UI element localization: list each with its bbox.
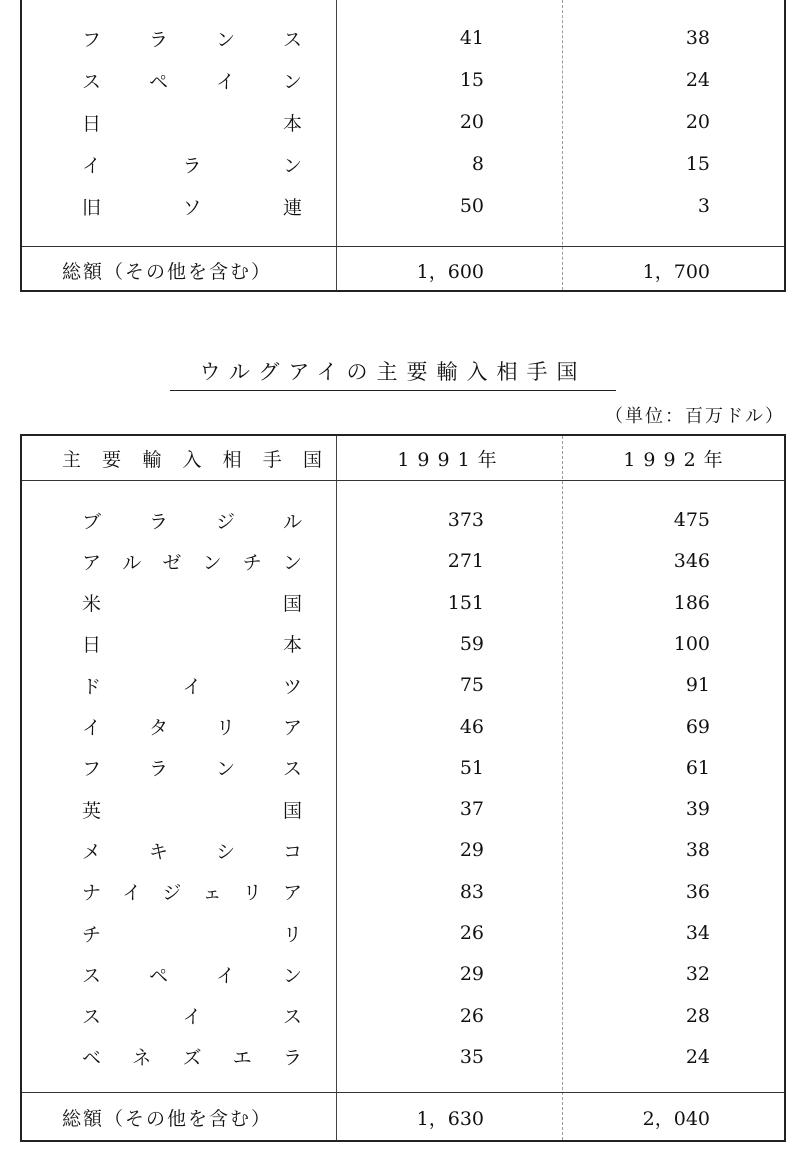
partner-name-char: 日 xyxy=(82,634,102,657)
table-row xyxy=(22,996,784,1036)
table-row xyxy=(22,144,784,184)
partner-name-char: ン xyxy=(282,70,302,93)
table-row xyxy=(22,707,784,747)
partner-name-char: ス xyxy=(282,758,302,781)
value-1991: 46 xyxy=(459,715,484,738)
partner-name-char: 連 xyxy=(282,196,302,219)
partner-name-char: ネ xyxy=(132,1047,152,1070)
partner-name-char: イ xyxy=(215,964,235,987)
total-divider xyxy=(22,246,784,247)
partner-name-char: ラ xyxy=(148,758,168,781)
partner-name xyxy=(82,541,302,581)
partner-name xyxy=(82,913,302,953)
value-1992: 38 xyxy=(685,839,710,862)
partner-name-char: ン xyxy=(202,551,222,574)
partner-name-char: 本 xyxy=(282,634,302,657)
partner-name xyxy=(82,624,302,664)
value-1992: 20 xyxy=(685,111,710,133)
partner-name-char: ン xyxy=(215,28,235,51)
total-divider xyxy=(22,1092,784,1093)
table-row xyxy=(22,624,784,664)
header-char: 相 xyxy=(222,448,242,471)
value-1991: 373 xyxy=(447,509,484,531)
partner-name-char: シ xyxy=(215,840,235,863)
table-row xyxy=(22,18,784,58)
value-1992: 475 xyxy=(673,509,710,531)
partner-name-char: イ xyxy=(182,1006,202,1029)
value-1992: 3 xyxy=(697,195,710,217)
partner-name-char: 英 xyxy=(82,799,102,822)
unit-label: （単位：百万ドル） xyxy=(605,406,785,427)
value-1992: 38 xyxy=(685,27,710,49)
value-1991: 15 xyxy=(459,69,484,91)
partner-name xyxy=(82,996,302,1036)
table-row xyxy=(22,789,784,829)
header-char: 手 xyxy=(262,448,282,471)
value-1992: 32 xyxy=(685,963,710,986)
value-1992: 24 xyxy=(685,69,710,91)
partner-name-char: メ xyxy=(82,840,102,863)
partner-name-char: イ xyxy=(215,70,235,93)
table-row xyxy=(22,748,784,788)
partner-name-char: イ xyxy=(82,717,102,739)
value-1992: 61 xyxy=(685,756,710,779)
partner-name-char: リ xyxy=(282,923,302,946)
header-year-1991: 1991年 xyxy=(397,448,505,471)
partner-name-char: ド xyxy=(82,675,102,698)
partner-name-char: ラ xyxy=(148,28,168,51)
partner-name-char: ス xyxy=(282,1006,302,1029)
partner-name-char: ソ xyxy=(182,196,202,219)
partner-name-char: ベ xyxy=(82,1047,102,1070)
table-row xyxy=(22,954,784,994)
partner-name-char: ジ xyxy=(162,882,182,905)
partner-name xyxy=(82,748,302,788)
table-row xyxy=(22,102,784,142)
total-value-1992: 1，700 xyxy=(642,260,710,283)
value-1992: 346 xyxy=(673,550,710,573)
partner-name-char: ア xyxy=(82,551,102,574)
total-value-1992: 2，040 xyxy=(642,1107,710,1130)
table-row xyxy=(22,872,784,912)
partner-name-char: ス xyxy=(82,70,102,93)
total-label: 総額（その他を含む） xyxy=(62,1107,273,1130)
partner-name xyxy=(82,872,302,912)
partner-name-char: フ xyxy=(82,28,102,51)
partner-name xyxy=(82,665,302,705)
partner-name xyxy=(82,583,302,623)
partner-name-char: ツ xyxy=(282,675,302,698)
partner-name-char: ナ xyxy=(82,882,102,905)
partner-name-char: イ xyxy=(182,675,202,698)
value-1991: 26 xyxy=(459,1004,484,1027)
partner-name-char: ン xyxy=(282,551,302,574)
header-char: 国 xyxy=(302,448,322,471)
partner-name-char: イ xyxy=(82,154,102,177)
total-value-1991: 1，600 xyxy=(416,260,484,283)
value-1991: 37 xyxy=(459,798,484,821)
header-char: 入 xyxy=(182,448,202,471)
table-row xyxy=(22,541,784,581)
value-1991: 8 xyxy=(471,153,484,175)
value-1991: 83 xyxy=(459,880,484,903)
partner-name-char: チ xyxy=(82,923,102,946)
total-value-1991: 1，630 xyxy=(416,1107,484,1130)
partner-name-char: ス xyxy=(282,28,302,51)
partner-name-char: ラ xyxy=(148,510,168,533)
partner-name-char: ペ xyxy=(148,964,168,987)
value-1991: 50 xyxy=(459,195,484,217)
partner-name xyxy=(82,789,302,829)
total-row xyxy=(22,1094,784,1140)
partner-name-char: ス xyxy=(82,964,102,987)
partner-name-char: ズ xyxy=(182,1047,202,1070)
header-divider xyxy=(22,480,784,481)
total-row xyxy=(22,248,784,292)
partner-name xyxy=(82,500,302,540)
value-1991: 271 xyxy=(447,550,484,573)
table-row xyxy=(22,1037,784,1077)
partner-name-char: ェ xyxy=(202,882,222,905)
partner-name xyxy=(82,186,302,226)
partner-name xyxy=(82,18,302,58)
partner-name-char: ン xyxy=(282,154,302,177)
value-1991: 59 xyxy=(459,632,484,655)
partner-name xyxy=(82,830,302,870)
value-1992: 28 xyxy=(685,1004,710,1027)
partner-name-char: ン xyxy=(215,758,235,781)
import-partners-table xyxy=(20,434,786,1142)
value-1992: 15 xyxy=(685,153,710,175)
partner-name-char: イ xyxy=(122,882,142,905)
partner-name-char: 本 xyxy=(282,112,302,135)
header-year-1992: 1992年 xyxy=(623,448,731,471)
partner-name-char: コ xyxy=(282,840,302,863)
partner-name-char: ア xyxy=(282,717,302,739)
partner-name xyxy=(82,707,302,747)
value-1992: 186 xyxy=(673,591,710,614)
partner-name-char: フ xyxy=(82,758,102,781)
partner-name-char: リ xyxy=(242,882,262,905)
partner-name xyxy=(82,60,302,100)
partner-name-char: ル xyxy=(122,551,142,574)
partner-name-char: 国 xyxy=(282,799,302,822)
total-label: 総額（その他を含む） xyxy=(62,260,273,283)
partner-name-char: ア xyxy=(282,882,302,905)
value-1991: 29 xyxy=(459,963,484,986)
header-char: 主 xyxy=(62,448,82,471)
partner-name-char: ペ xyxy=(148,70,168,93)
value-1991: 26 xyxy=(459,922,484,944)
partner-name-char: ス xyxy=(82,1006,102,1029)
value-1992: 69 xyxy=(685,715,710,738)
value-1991: 151 xyxy=(447,591,484,614)
value-1991: 41 xyxy=(459,27,484,49)
table-row xyxy=(22,665,784,705)
partner-name-char: ラ xyxy=(182,154,202,177)
table-row xyxy=(22,583,784,623)
value-1992: 39 xyxy=(685,798,710,821)
table-title: ウルグアイの主要輸入相手国 xyxy=(170,356,616,391)
partner-name-char: ゼ xyxy=(162,551,182,574)
value-1991: 29 xyxy=(459,839,484,862)
table-row xyxy=(22,60,784,100)
partner-name-char: ジ xyxy=(215,510,235,533)
partner-name-char: ラ xyxy=(282,1047,302,1070)
partner-name-char: 日 xyxy=(82,112,102,135)
partner-name-char: ン xyxy=(282,964,302,987)
partner-name-char: リ xyxy=(215,717,235,739)
partner-name xyxy=(82,102,302,142)
partner-name xyxy=(82,954,302,994)
header-char: 輸 xyxy=(142,448,162,471)
partner-name xyxy=(82,1037,302,1077)
value-1992: 24 xyxy=(685,1045,710,1068)
value-1992: 36 xyxy=(685,880,710,903)
partner-name-char: ブ xyxy=(82,510,102,533)
table-header xyxy=(22,436,784,480)
partner-name-char: エ xyxy=(232,1047,252,1070)
value-1991: 20 xyxy=(459,111,484,133)
value-1992: 100 xyxy=(673,632,710,655)
value-1991: 35 xyxy=(459,1045,484,1068)
value-1992: 34 xyxy=(685,922,710,944)
table-row xyxy=(22,830,784,870)
header-partner-label xyxy=(62,436,322,480)
header-char: 要 xyxy=(102,448,122,471)
value-1992: 91 xyxy=(685,674,710,697)
partner-name-char: 国 xyxy=(282,593,302,616)
partner-name xyxy=(82,144,302,184)
table-row xyxy=(22,500,784,540)
partner-name-char: ル xyxy=(282,510,302,533)
partner-name-char: チ xyxy=(242,551,262,574)
partner-name-char: タ xyxy=(148,717,168,739)
table-row xyxy=(22,186,784,226)
value-1991: 75 xyxy=(459,674,484,697)
partner-name-char: 米 xyxy=(82,593,102,616)
table-row xyxy=(22,913,784,953)
partner-name-char: 旧 xyxy=(82,196,102,219)
partner-name-char: キ xyxy=(148,840,168,863)
export-table-continued xyxy=(20,0,786,292)
value-1991: 51 xyxy=(459,756,484,779)
